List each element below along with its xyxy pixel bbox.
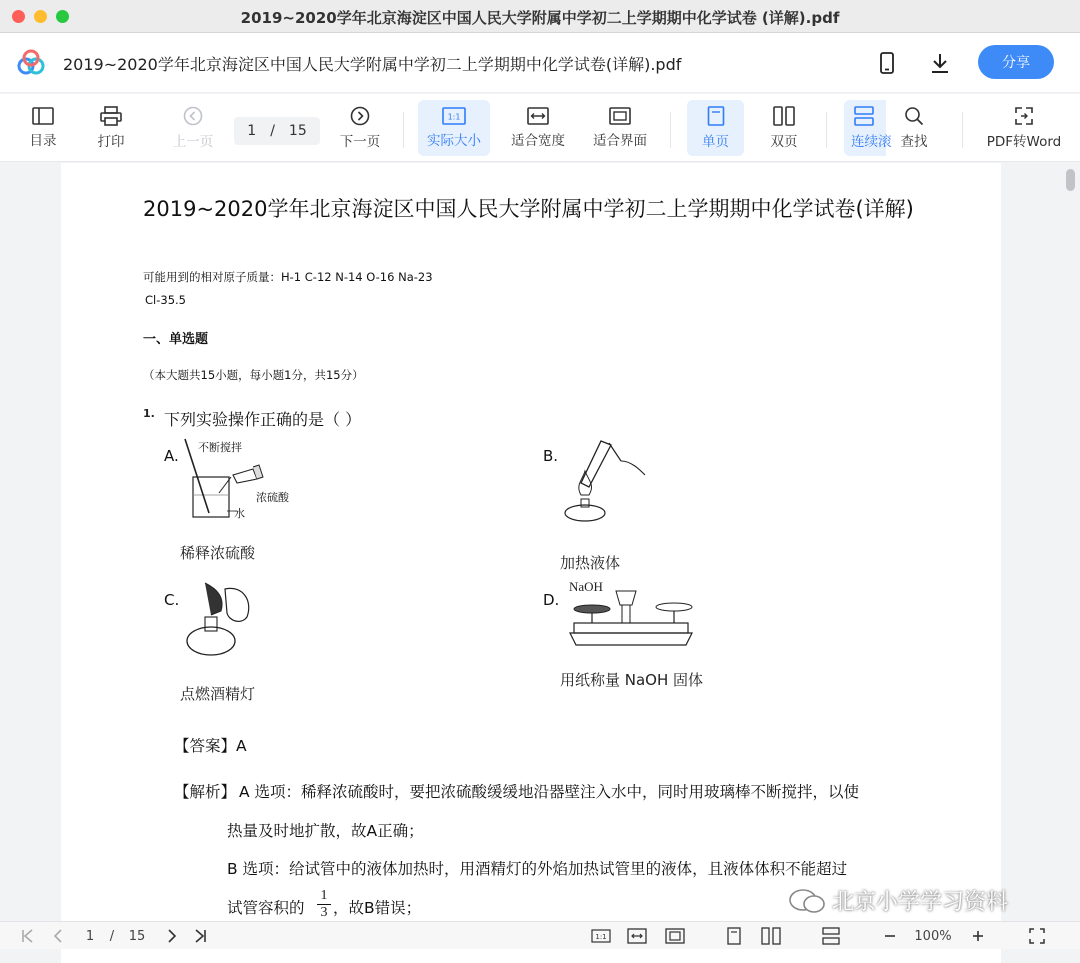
find-button[interactable]: 查找 — [890, 100, 938, 156]
printer-icon — [100, 106, 122, 126]
option-b-label: B. — [543, 447, 559, 465]
last-page-icon[interactable] — [190, 926, 210, 946]
fit-width-icon — [527, 107, 549, 125]
fit-page-icon[interactable] — [664, 926, 686, 946]
fraction-denominator: 3 — [320, 905, 328, 920]
scrollbar-thumb[interactable] — [1066, 169, 1075, 191]
fraction — [317, 889, 331, 920]
analysis-line-3: B 选项：给试管中的液体加热时，用酒精灯的外焰加热试管里的液体，且液体体积不能超过 — [227, 860, 848, 878]
question-text: 下列实验操作正确的是（ ） — [164, 410, 362, 429]
toolbar-divider — [962, 112, 963, 148]
chevron-left-circle-icon — [183, 106, 203, 126]
actual-size-button[interactable]: 1:1 实际大小 — [418, 100, 490, 156]
zoom-level: 100% — [914, 928, 952, 944]
fit-page-icon — [609, 107, 631, 125]
toolbar-divider — [670, 112, 671, 148]
download-icon[interactable] — [926, 49, 954, 77]
fit-width-button[interactable]: 适合宽度 — [504, 100, 572, 156]
continuous-scroll-icon[interactable] — [820, 926, 842, 946]
figure-heat-liquid — [561, 435, 651, 531]
bottom-current-page[interactable]: 1 — [85, 928, 95, 944]
print-button[interactable]: 打印 — [88, 100, 134, 156]
single-page-icon[interactable] — [724, 926, 744, 946]
search-icon — [904, 106, 924, 126]
page-number-box[interactable]: 1 / 15 — [234, 117, 320, 145]
single-page-button[interactable]: 单页 — [687, 100, 744, 156]
option-c-label: C. — [164, 591, 180, 609]
prev-page-button[interactable]: 上一页 — [166, 100, 220, 156]
zoom-out-icon[interactable] — [880, 926, 900, 946]
double-page-button[interactable]: 双页 — [760, 100, 808, 156]
convert-icon — [1013, 106, 1035, 126]
window-titlebar — [0, 0, 1080, 33]
figure-a-label-water: 水 — [234, 507, 245, 520]
current-page[interactable]: 1 — [247, 123, 257, 139]
fullscreen-icon[interactable] — [1026, 926, 1048, 946]
analysis-head: 【解析】 — [174, 783, 237, 801]
atomic-masses-cont: Cl-35.5 — [145, 293, 186, 307]
bottom-page-sep: / — [109, 928, 115, 944]
watermark: 北京小学学习资料 — [788, 885, 1008, 916]
answer: 【答案】A — [174, 737, 247, 755]
caption-c: 点燃酒精灯 — [180, 685, 256, 703]
atomic-masses: 可能用到的相对原子质量：H-1 C-12 N-14 O-16 Na-23 — [143, 270, 433, 284]
analysis-line-4a: 试管容积的 — [227, 899, 305, 917]
fraction-numerator: 1 — [320, 888, 328, 903]
chevron-right-circle-icon — [350, 106, 370, 126]
next-page-icon[interactable] — [162, 926, 182, 946]
prev-page-icon[interactable] — [48, 926, 68, 946]
single-page-icon — [707, 106, 725, 126]
toolbar-divider — [826, 112, 827, 148]
vertical-scrollbar[interactable] — [1062, 163, 1080, 921]
option-a-label: A. — [164, 447, 179, 465]
analysis-line-2: 热量及时地扩散，故A正确； — [227, 822, 424, 840]
actual-size-icon[interactable] — [590, 926, 612, 946]
section-heading: 一、单选题 — [143, 332, 209, 347]
share-button[interactable]: 分享 — [978, 45, 1054, 79]
section-note: （本大题共15小题，每小题1分，共15分） — [143, 368, 364, 382]
toolbar — [0, 94, 1080, 162]
doc-heading: 2019~2020学年北京海淀区中国人民大学附属中学初二上学期期中化学试卷(详解) — [143, 197, 914, 221]
continuous-scroll-button[interactable]: 连续滚 — [844, 100, 886, 156]
double-page-icon[interactable] — [760, 926, 782, 946]
figure-d-label: NaOH — [569, 579, 603, 594]
first-page-icon[interactable] — [18, 926, 38, 946]
toc-button[interactable]: 目录 — [20, 100, 66, 156]
total-pages: 15 — [288, 123, 307, 139]
document-title: 2019~2020学年北京海淀区中国人民大学附属中学初二上学期期中化学试卷(详解).pdf — [63, 55, 682, 74]
analysis-line-4b: ，故B错误； — [333, 899, 422, 917]
app-logo-icon — [16, 50, 46, 76]
next-page-button[interactable]: 下一页 — [334, 100, 386, 156]
svg-text:1:1: 1:1 — [595, 933, 607, 941]
pdf-page — [61, 163, 1001, 963]
actual-size-icon — [442, 107, 466, 125]
window-title: 2019~2020学年北京海淀区中国人民大学附属中学初二上学期期中化学试卷 (详解).pdf — [240, 9, 840, 27]
caption-b: 加热液体 — [560, 554, 621, 572]
caption-d: 用纸称量 NaOH 固体 — [560, 671, 704, 689]
zoom-in-icon[interactable] — [968, 926, 988, 946]
svg-text:1:1: 1:1 — [447, 112, 461, 122]
bottom-bar — [0, 921, 1080, 949]
analysis-line-1: A 选项：稀释浓硫酸时，要把浓硫酸缓缓地沿器壁注入水中，同时用玻璃棒不断搅拌，以使 — [239, 783, 860, 801]
double-page-icon — [773, 106, 795, 126]
caption-a: 稀释浓硫酸 — [180, 544, 256, 562]
pdf-to-word-button[interactable]: PDF转Word — [982, 100, 1066, 156]
figure-a-label-acid: 浓硫酸 — [256, 491, 289, 504]
option-d-label: D. — [543, 591, 560, 609]
document-viewer[interactable] — [0, 163, 1080, 921]
wechat-icon — [788, 888, 826, 914]
fit-width-icon[interactable] — [626, 926, 648, 946]
fit-page-button[interactable]: 适合界面 — [586, 100, 654, 156]
toolbar-divider — [403, 112, 404, 148]
figure-a-label-stir: 不断搅拌 — [198, 441, 242, 454]
continuous-scroll-icon — [854, 106, 874, 126]
bottom-total-pages: 15 — [128, 928, 146, 944]
question-number: 1. — [143, 407, 155, 420]
mobile-icon[interactable] — [873, 49, 901, 77]
sidebar-icon — [32, 107, 54, 125]
figure-light-lamp — [181, 577, 261, 663]
app-header — [0, 33, 1080, 93]
